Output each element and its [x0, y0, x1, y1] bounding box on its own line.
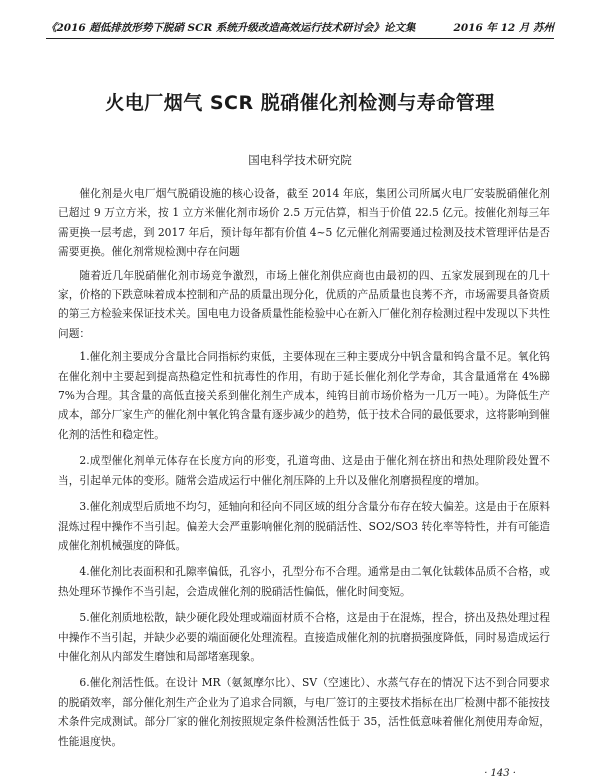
page-number: · 143 · [484, 768, 516, 779]
paragraph-item-2: 2.成型催化剂单元体存在长度方向的形变，孔道弯曲、这是由于催化剂在挤出和热处理阶段处置不当，引起单元体的变形。随常会造成运行中催化剂压降的上升以及催化剂磨损程度的增加。 [58, 454, 550, 487]
paragraph-item-4: 4.催化剂比表面积和孔隙率偏低，孔容小，孔型分布不合理。通常是由二氧化钛载体品质不合格，或热处理环节操作不当引起，会造成催化剂的脱硝活性偏低，催化时间变短。 [58, 565, 550, 598]
header-conference-title: 《2016 超低排放形势下脱硝 SCR 系统升级改造高效运行技术研讨会》论文集 [46, 22, 416, 34]
paragraph-market: 随着近几年脱硝催化剂市场竞争激烈，市场上催化剂供应商也由最初的四、五家发展到现在的几十家，价格的下跌意味着成本控制和产品的质量出现分化，优质的产品质量也良莠不齐，市场需要具备资质的第三方检验来保证技术关。国电电力设备质量性能检验中心在新入厂催化剂存检测过程中发现以下共性问题： [58, 268, 550, 340]
paragraph-item-1: 1.催化剂主要成分含量比合同指标约束低，主要体现在三种主要成分中钒含量和钨含量不足。氧化钨在催化剂中主要起到提高热稳定性和抗毒性的作用，有助于延长催化剂化学寿命，其含量通常在 4%睇 7%为合理。其含量的高低直接关系到催化剂生产成本，纯钨目前市场价格为一几万一吨）。为降低生产成本，部分厂家生产的催化剂中氧化钨含量有逐步减少的趋势，低于技术合同的最低要求，这将影响到催化剂的活性和稳定性。 [58, 350, 550, 441]
paragraph-item-6: 6.催化剂活性低。在设计 MR（氨氮摩尔比）、SV（空速比）、水蒸气存在的情况下达不到合同要求的脱硝效率，部分催化剂生产企业为了追求合同额，与电厂签订的主要技术指标在出厂检测中都不能按技术条件完成测试。部分厂家的催化剂按照规定条件检测活性低于 35，活性低意味着催化剂使用寿命短，性能退度快。 [58, 676, 550, 748]
paragraph-item-3: 3.催化剂成型后质地不均匀，延轴向和径向不同区域的组分含量分布存在较大偏差。这是由于在原料混炼过程中操作不当引起。偏差大会严重影响催化剂的脱硝活性、SO2/SO3 转化率等特性，并有可能造成催化剂机械强度的降低。 [58, 500, 550, 552]
paragraph-item-5: 5.催化剂质地松散，缺少硬化段处理或端面材质不合格，这是由于在混炼，捏合，挤出及热处理过程中操作不当引起，并缺少必要的端面硬化处理流程。直接造成催化剂的抗磨损强度降低，同时易造成运行中催化剂从内部发生磨蚀和局部堵塞现象。 [58, 611, 550, 663]
paragraph-intro: 催化剂是火电厂烟气脱硝设施的核心设备，截至 2014 年底，集团公司所属火电厂安装脱硝催化剂已超过 9 万立方米，按 1 立方米催化剂市场价 2.5 万元估算，相当于价值 22.5 亿元。按催化剂每三年需更换一层考虑，到 2017 年后，预计每年都有价值 4~5 亿元催化剂需要通过检测及技术管理评估是否需要更换。催化剂常规检测中存在问题 [58, 187, 550, 259]
paper-title: 火电厂烟气 SCR 脱硝催化剂检测与寿命管理 [105, 92, 495, 114]
article-body [58, 184, 550, 758]
author-affiliation: 国电科学技术研究院 [248, 153, 352, 167]
running-header [46, 20, 554, 39]
header-date-location: 2016 年 12 月 苏州 [453, 22, 554, 34]
